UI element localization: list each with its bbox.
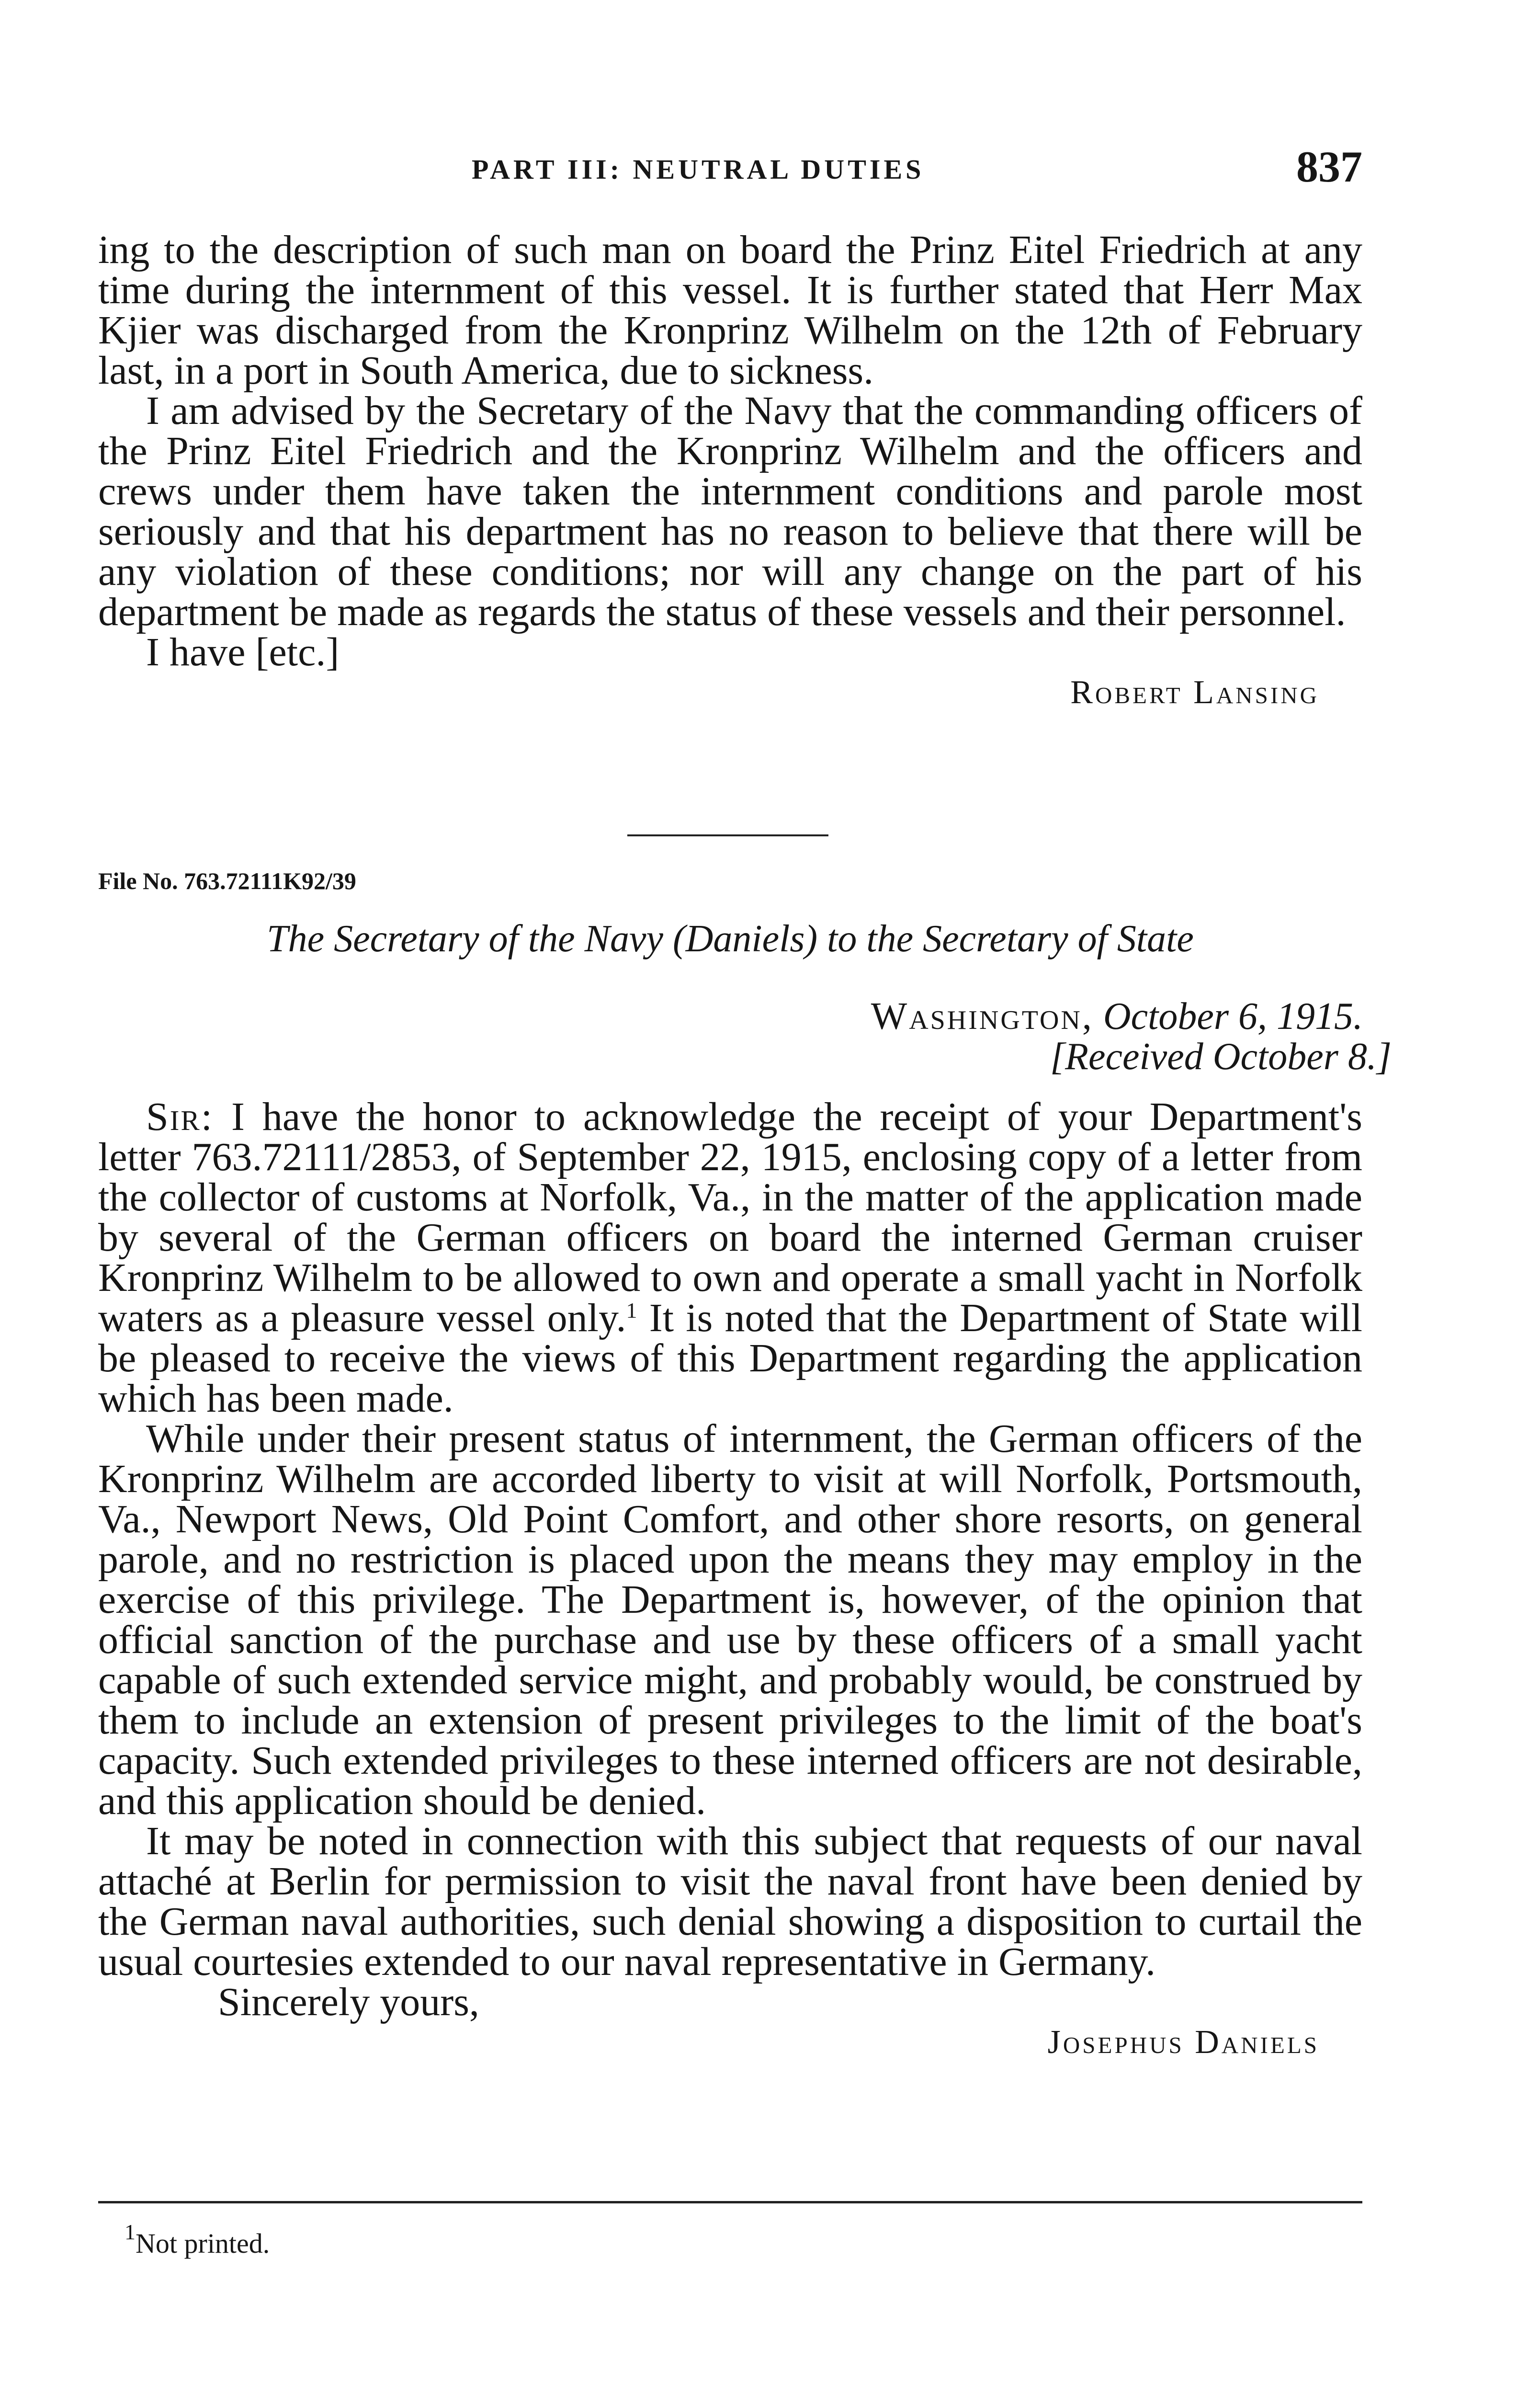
salutation: Sir: [146, 1095, 214, 1139]
footnote-mark: 1 [125, 2220, 136, 2244]
letter-one-paragraph-2: I am advised by the Secretary of the Navy that the commanding officers of the Prinz Eitel Friedrich and the Kronprinz Wilhelm and the officers and crews under them have taken the internment conditions and parole most seriously and that his department has no reason to believe that there will be any violation of these conditions; nor will any change on the part of his department be made as regards the status of these vessels and their personnel. [98, 388, 1362, 634]
letter-two-paragraph-2: While under their present status of internment, the German officers of the Kronprinz Wilhelm are accorded liberty to visit at will Norfolk, Portsmouth, Va., Newport News, Old Point Comfort, and other shore resorts, on general parole, and no restriction is placed upon the means they may employ in the exercise of this privilege. The Department is, however, of the opinion that official sanction of the purchase and use by these officers of a small yacht capable of such extended service might, and probably would, be construed by them to include an extension of present privileges to the limit of the boat's capacity. Such extended privileges to these interned officers are not desirable, and this application should be denied. [98, 1416, 1362, 1823]
letter-two-paragraph-1-continued: It is noted that the Department of State will be pleased to receive the views of this Department regarding the application which has been made. [98, 1296, 1362, 1421]
document-heading: The Secretary of the Navy (Daniels) to the Secretary of State [267, 918, 1194, 960]
letter-two-closing: Sincerely yours, [218, 1980, 479, 2024]
letter-two-paragraph-1 [98, 1097, 1362, 1419]
dateline-date: October 6, 1915. [1103, 995, 1363, 1038]
received-date: [Received October 8.] [1050, 1036, 1392, 1078]
letter-two-paragraph-3: It may be noted in connection with this subject that requests of our naval attaché at Berlin for permission to visit the naval front have been denied by the German naval authorities, such denial showing a disposition to curtail the usual courtesies extended to our naval representative in Germany. [98, 1819, 1362, 1984]
letter-two-signature: Josephus Daniels [1047, 2024, 1319, 2061]
dateline [871, 995, 1392, 1078]
footnote-reference: 1 [626, 1298, 637, 1323]
running-header [98, 141, 1362, 194]
letter-one-signature: Robert Lansing [1070, 674, 1319, 711]
letter-two-body [98, 1097, 1362, 2063]
section-divider [627, 834, 828, 836]
letter-one-closing: I have [etc.] [146, 630, 340, 674]
footnote [125, 2220, 270, 2259]
dateline-place: Washington, [871, 995, 1094, 1038]
page-number: 837 [1296, 142, 1362, 191]
footnote-rule [98, 2201, 1362, 2203]
running-title: PART III: NEUTRAL DUTIES [472, 154, 925, 185]
letter-one [98, 230, 1362, 713]
file-number: File No. 763.72111K92/39 [98, 867, 356, 894]
letter-two-paragraph-1-text: I have the honor to acknowledge the receipt of your Department's letter 763.72111/2853, of September 22, 1915, enclosing copy of a letter from the collector of customs at Norfolk, Va., in the matter of the application made by several of the German officers on board the interned German cruiser Kronprinz Wilhelm to be allowed to own and operate a small yacht in Norfolk waters as a pleasure vessel only. [98, 1095, 1362, 1340]
footnote-text: Not printed. [136, 2228, 270, 2259]
letter-one-paragraph-1: ing to the description of such man on board the Prinz Eitel Friedrich at any time during the internment of this vessel. It is further stated that Herr Max Kjier was discharged from the Kronprinz Wilhelm on the 12th of February last, in a port in South America, due to sickness. [98, 228, 1362, 393]
